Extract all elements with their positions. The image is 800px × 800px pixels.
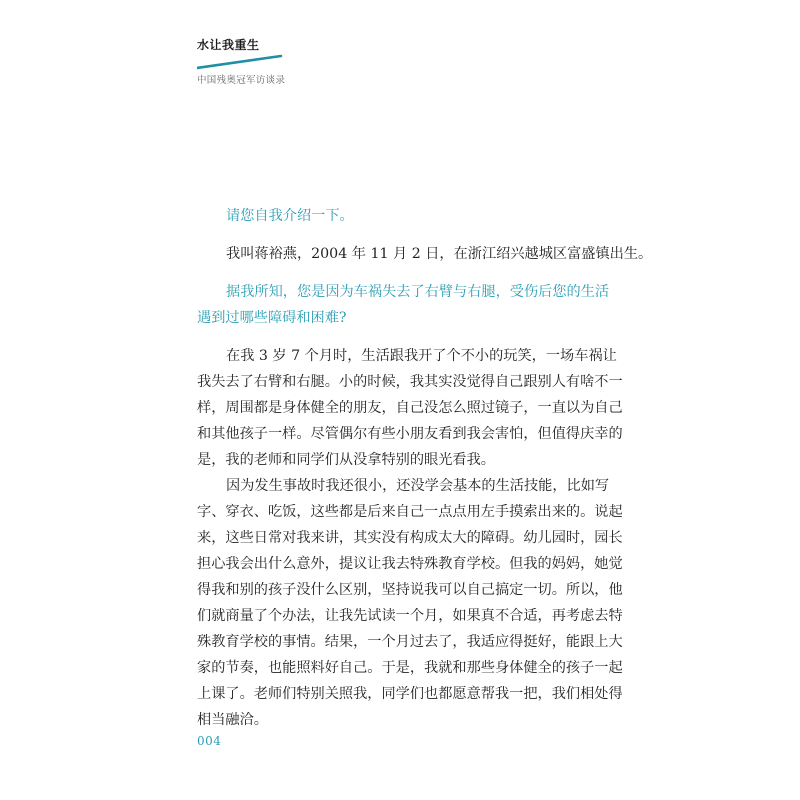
page-body bbox=[197, 203, 653, 733]
text-line: 得我和别的孩子没什么区别，坚持说我可以自己搞定一切。所以，他 bbox=[197, 582, 623, 598]
text-line: 相当融洽。 bbox=[197, 712, 268, 728]
text-line: 们就商量了个办法，让我先试读一个月，如果真不合适，再考虑去特 bbox=[197, 608, 623, 624]
page-number: 004 bbox=[197, 734, 222, 748]
text-line: 来，这些日常对我来讲，其实没有构成太大的障碍。幼儿园时，园长 bbox=[197, 530, 623, 546]
answer-paragraph: 我叫蒋裕燕，2004 年 11 月 2 日，在浙江绍兴越城区富盛镇出生。 bbox=[226, 246, 653, 262]
body-paragraph bbox=[197, 473, 623, 733]
text-line: 是，我的老师和同学们从没拿特别的眼光看我。 bbox=[197, 452, 495, 468]
body-paragraph bbox=[197, 343, 623, 473]
text-line: 样，周围都是身体健全的朋友，自己没怎么照过镜子，一直以为自己 bbox=[197, 400, 623, 416]
text-line: 因为发生事故时我还很小，还没学会基本的生活技能，比如写 bbox=[226, 478, 610, 494]
question-heading-line: 遇到过哪些障碍和困难? bbox=[197, 310, 347, 326]
text-line: 担心我会出什么意外，提议让我去特殊教育学校。但我的妈妈，她觉 bbox=[197, 556, 623, 572]
text-line: 字、穿衣、吃饭，这些都是后来自己一点点用左手摸索出来的。说起 bbox=[197, 504, 623, 520]
header-accent-line bbox=[197, 54, 287, 74]
text-line: 和其他孩子一样。尽管偶尔有些小朋友看到我会害怕，但值得庆幸的 bbox=[197, 426, 623, 442]
text-line: 在我 3 岁 7 个月时，生活跟我开了个不小的玩笑，一场车祸让 bbox=[226, 348, 617, 364]
text-line: 家的节奏，也能照料好自己。于是，我就和那些身体健全的孩子一起 bbox=[197, 660, 623, 676]
text-line: 殊教育学校的事情。结果，一个月过去了，我适应得挺好，能跟上大 bbox=[197, 634, 623, 650]
book-title: 水让我重生 bbox=[197, 38, 260, 52]
text-line: 上课了。老师们特别关照我，同学们也都愿意帮我一把，我们相处得 bbox=[197, 686, 623, 702]
text-line: 我失去了右臂和右腿。小的时候，我其实没觉得自己跟别人有啥不一 bbox=[197, 374, 623, 390]
question-heading: 请您自我介绍一下。 bbox=[226, 208, 354, 224]
series-title: 中国残奥冠军访谈录 bbox=[197, 75, 286, 86]
question-heading-line: 据我所知，您是因为车祸失去了右臂与右腿，受伤后您的生活 bbox=[226, 284, 610, 300]
